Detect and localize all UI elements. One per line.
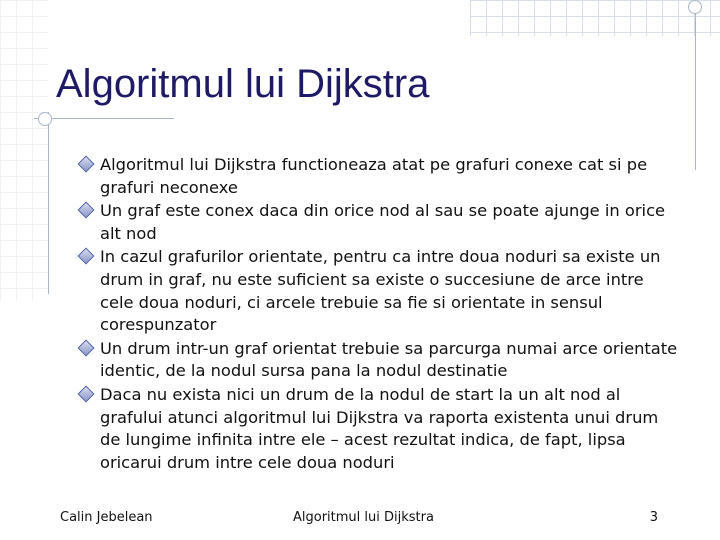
decorative-circle-top-right xyxy=(688,0,702,14)
bullet-list xyxy=(78,154,678,475)
bullet-item xyxy=(78,154,678,199)
slide-title: Algoritmul lui Dijkstra xyxy=(56,62,430,106)
footer-author: Calin Jebelean xyxy=(60,510,153,525)
page-number: 3 xyxy=(649,510,658,525)
diamond-bullet-icon xyxy=(78,385,95,402)
bullet-item xyxy=(78,384,678,474)
bullet-text: Algoritmul lui Dijkstra functioneaza atat pe grafuri conexe cat si pe grafuri neconexe xyxy=(100,155,648,197)
bullet-item xyxy=(78,200,678,245)
diamond-bullet-icon xyxy=(78,202,95,219)
bullet-text: Un graf este conex daca din orice nod al sau se poate ajunge in orice alt nod xyxy=(100,201,666,243)
bullet-text: In cazul grafurilor orientate, pentru ca intre doua noduri sa existe un drum in graf, nu este suficient sa existe o succesiune de arce intre cele doua noduri, ci arcele trebuie sa fie si orientate in sensul corespunzator xyxy=(100,247,661,335)
footer-topic: Algoritmul lui Dijkstra xyxy=(293,510,434,525)
decorative-line-left xyxy=(48,112,49,294)
bullet-item xyxy=(78,338,678,383)
title-underline xyxy=(34,118,174,119)
decorative-grid-left xyxy=(0,0,48,300)
diamond-bullet-icon xyxy=(78,248,95,265)
bullet-text: Daca nu exista nici un drum de la nodul de start la un alt nod al grafului atunci algoritmul lui Dijkstra va raporta existenta unui drum de lungime infinita intre ele – acest rezultat indica, de fapt, lipsa oricarui drum intre cele doua noduri xyxy=(100,384,659,472)
diamond-bullet-icon xyxy=(78,339,95,356)
decorative-circle-icon xyxy=(38,112,52,126)
diamond-bullet-icon xyxy=(78,156,95,173)
bullet-item xyxy=(78,246,678,336)
bullet-text: Un drum intr-un graf orientat trebuie sa parcurga numai arce orientate identic, de la nodul sursa pana la nodul destinatie xyxy=(100,338,678,381)
decorative-line-right xyxy=(695,0,696,170)
decorative-grid-top-right xyxy=(470,0,720,36)
